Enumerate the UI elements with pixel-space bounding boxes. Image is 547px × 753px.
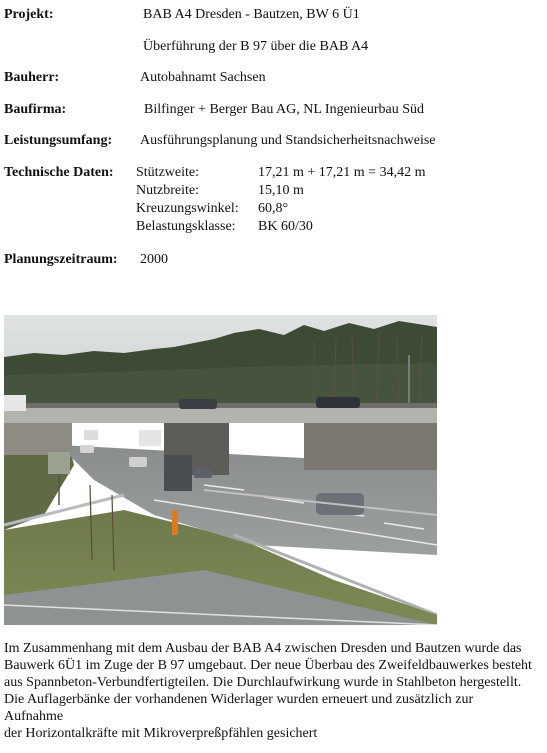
bauherr-value: Autobahnamt Sachsen [140, 70, 266, 85]
description-paragraph [4, 640, 547, 742]
orange-marker [172, 510, 178, 535]
truck-on-bridge [4, 395, 26, 411]
car-on-bridge [179, 399, 217, 409]
car [129, 457, 147, 467]
bridge-photo [4, 315, 437, 625]
truck [139, 430, 161, 446]
zeitraum-label: Planungszeitraum: [4, 252, 118, 267]
projekt-value-line2: Überführung der B 97 über die BAB A4 [143, 39, 369, 54]
baufirma-value: Bilfinger + Berger Bau AG, NL Ingenieurbau Süd [144, 102, 425, 117]
zeitraum-value: 2000 [140, 252, 168, 267]
technik-value: BK 60/30 [258, 219, 313, 234]
technik-value: 15,10 m [258, 183, 304, 198]
description-line: Die Auflagerbänke der vorhandenen Widerlager wurden erneuert und zusätzlich zur [4, 692, 474, 707]
description-line: Bauwerk 6Ü1 im Zuge der B 97 umgebaut. Der neue Überbau des Zweifeldbauwerkes besteht [4, 658, 532, 673]
van [84, 430, 98, 440]
technik-key: Kreuzungswinkel: [136, 201, 239, 216]
sign-board [164, 455, 192, 491]
bridge-deck [4, 407, 437, 423]
leistung-label: Leistungsumfang: [4, 133, 113, 148]
bridge-photo-drawing [4, 315, 437, 625]
projekt-label: Projekt: [4, 7, 54, 22]
bauherr-label: Bauherr: [4, 70, 60, 85]
projekt-value-line1: BAB A4 Dresden - Bautzen, BW 6 Ü1 [143, 7, 360, 22]
baufirma-label: Baufirma: [4, 102, 67, 117]
description-line: aus Spannbeton-Verbundfertigteilen. Die Durchlaufwirkung wurde in Stahlbeton hergestellt. [4, 675, 522, 690]
description-line: Aufnahme [4, 709, 64, 724]
technik-key: Belastungsklasse: [136, 219, 236, 234]
technik-key: Stützweite: [136, 165, 199, 180]
technik-value: 60,8° [258, 201, 289, 216]
abutment-right [304, 415, 437, 470]
car [80, 445, 94, 453]
bridge-railing [4, 403, 437, 408]
description-line: der Horizontalkräfte mit Mikroverpreßpfählen gesichert [4, 726, 318, 741]
technik-label: Technische Daten: [4, 165, 114, 180]
technik-value: 17,21 m + 17,21 m = 34,42 m [258, 165, 426, 180]
car-on-bridge [316, 397, 360, 408]
leistung-value: Ausführungsplanung und Standsicherheitsnachweise [140, 133, 436, 148]
car [194, 468, 212, 478]
technik-key: Nutzbreite: [136, 183, 199, 198]
description-line: Im Zusammenhang mit dem Ausbau der BAB A4 zwischen Dresden und Bautzen wurde das [4, 641, 522, 656]
road-sign [48, 452, 70, 474]
